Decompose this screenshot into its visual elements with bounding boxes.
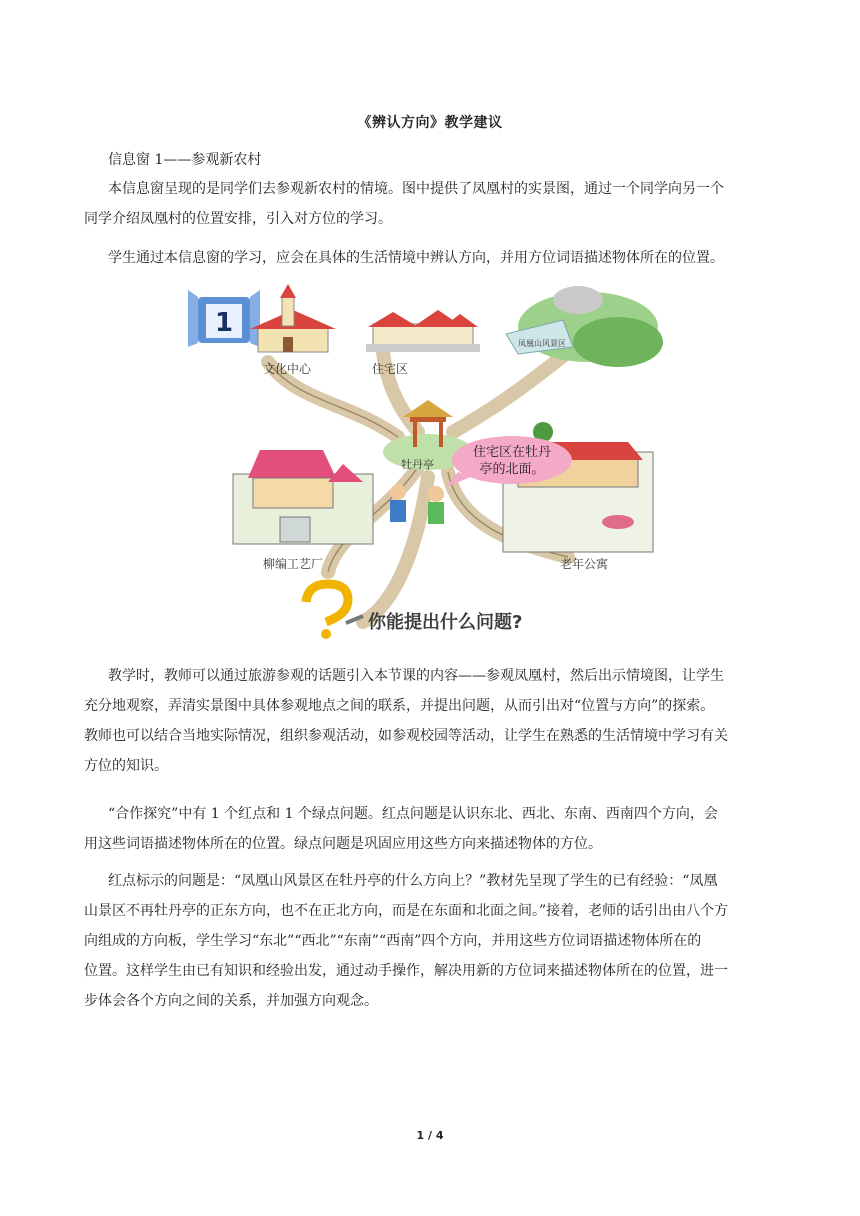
paragraph-intro	[84, 174, 776, 234]
factory-building	[233, 450, 373, 544]
paragraph-line: 教师也可以结合当地实际情况，组织参观活动，如参观校园等活动，让学生在熟悉的生活情境中学习有关	[84, 728, 728, 744]
culture-center-building	[250, 284, 336, 352]
paragraph-line: 向组成的方向板，学生学习“东北”“西北”“东南”“西南”四个方向，并用这些方位词语描述物体所在的	[84, 933, 702, 949]
heading-line: 信息窗 1——参观新农村	[108, 152, 262, 168]
label-scenic: 凤凰山风景区	[518, 339, 566, 348]
document-title: 《辨认方向》教学建议	[357, 115, 503, 131]
village-illustration	[188, 282, 668, 646]
paragraph-line: 同学介绍凤凰村的位置安排，引入对方位的学习。	[84, 211, 392, 227]
paragraph-line: 山景区不再牡丹亭的正东方向，也不在正北方向，而是在东面和北面之间。”接着，老师的话引出由八个方	[84, 903, 729, 919]
paragraph-teaching	[84, 661, 776, 781]
paragraph-line: 步体会各个方向之间的关系，并加强方向观念。	[84, 993, 378, 1009]
bubble-line: 住宅区在牡丹	[472, 445, 552, 460]
paragraph-line: 本信息窗呈现的是同学们去参观新农村的情境。图中提供了凤凰村的实景图，通过一个同学向另一个	[108, 181, 724, 197]
question-text: 你能提出什么问题?	[368, 612, 523, 633]
paragraph-line: 位置。这样学生由已有知识和经验出发，通过动手操作，解决用新的方位词来描述物体所在的位置，进一	[84, 963, 728, 979]
label-pavilion: 牡丹亭	[401, 458, 434, 471]
label-residential: 住宅区	[372, 362, 409, 376]
paragraph-line: 充分地观察，弄清实景图中具体参观地点之间的联系，并提出问题，从而引出对“位置与方向”的探索。	[84, 698, 715, 714]
bubble-line: 亭的北面。	[479, 462, 545, 477]
paragraph-line: “合作探究”中有 1 个红点和 1 个绿点问题。红点问题是认识东北、西北、东南、西南四个方向，会	[108, 806, 718, 822]
label-elder-home: 老年公寓	[560, 557, 609, 571]
paragraph-line: 用这些词语描述物体所在的位置。绿点问题是巩固应用这些方向来描述物体的方位。	[84, 836, 602, 852]
scenic-area	[506, 286, 663, 367]
paragraph-cooperation	[84, 799, 776, 859]
label-factory: 柳编工艺厂	[263, 557, 324, 571]
paragraph-line: 红点标示的问题是：“凤凰山风景区在牡丹亭的什么方向上？”教材先呈现了学生的已有经验：“凤凰	[108, 873, 718, 889]
window-number: 1	[214, 308, 234, 338]
paragraph-line: 学生通过本信息窗的学习，应会在具体的生活情境中辨认方向，并用方位词语描述物体所在的位置。	[108, 250, 724, 266]
info-window-icon	[188, 290, 260, 347]
residential-buildings	[366, 310, 480, 352]
question-area	[306, 584, 522, 639]
paragraph-line: 教学时，教师可以通过旅游参观的话题引入本节课的内容——参观凤凰村，然后出示情境图，让学生	[108, 668, 724, 684]
info-window-heading	[108, 145, 776, 175]
paragraph-red-dot	[84, 866, 776, 1016]
paragraph-goal	[108, 243, 776, 273]
label-culture-center: 文化中心	[263, 362, 312, 376]
page-number: 1 / 4	[416, 1129, 444, 1142]
paragraph-line: 方位的知识。	[84, 758, 168, 774]
